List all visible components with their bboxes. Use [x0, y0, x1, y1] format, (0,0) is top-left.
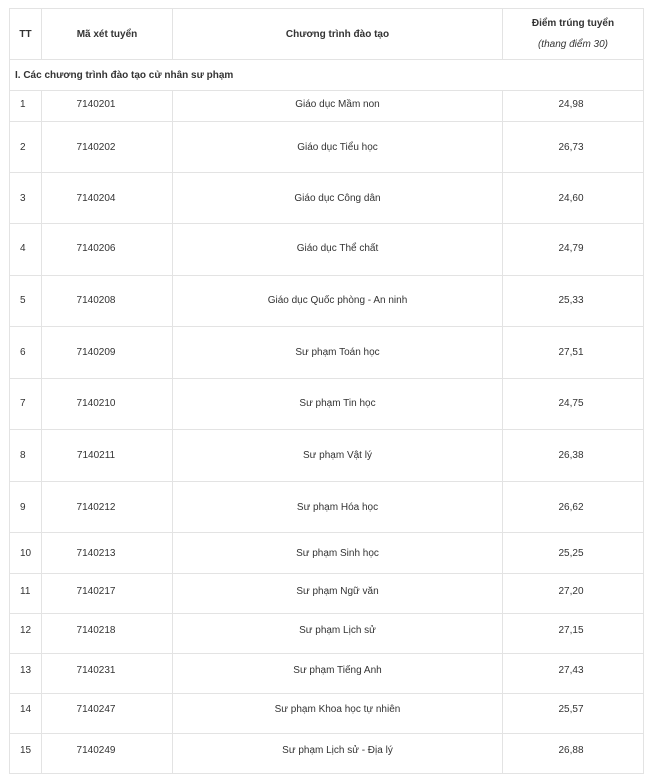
row-tt — [10, 327, 42, 379]
row-code-text: 7140249 — [76, 745, 116, 756]
table-row — [10, 91, 644, 122]
row-program-text: Sư phạm Sinh học — [296, 547, 379, 559]
row-program-text: Sư phạm Hóa học — [296, 501, 379, 513]
row-tt — [10, 694, 42, 734]
row-code-text: 7140206 — [76, 243, 116, 254]
row-program — [173, 173, 503, 224]
row-code — [42, 173, 173, 224]
row-tt — [10, 173, 42, 224]
row-score-text: 24,75 — [558, 397, 584, 409]
row-tt — [10, 654, 42, 694]
table-row — [10, 654, 644, 694]
row-score-text: 26,73 — [558, 141, 584, 153]
row-code-text: 7140217 — [76, 586, 116, 597]
row-score-text: 27,15 — [558, 625, 584, 636]
row-code — [42, 91, 173, 122]
row-program — [173, 122, 503, 173]
table-header-row — [10, 9, 644, 60]
row-code — [42, 654, 173, 694]
header-code: Mã xét tuyển — [42, 9, 173, 60]
row-program — [173, 482, 503, 533]
row-program — [173, 379, 503, 430]
row-code — [42, 533, 173, 574]
row-tt-text: 6 — [20, 347, 26, 358]
table-row — [10, 694, 644, 734]
row-code-text: 7140209 — [76, 347, 116, 358]
row-program-text: Giáo dục Thể chất — [296, 243, 379, 254]
row-code-text: 7140218 — [76, 625, 116, 636]
row-score-text: 27,20 — [558, 586, 584, 597]
row-score — [503, 327, 644, 379]
section-title: I. Các chương trình đào tạo cử nhân sư phạm — [10, 60, 644, 91]
row-program-text: Giáo dục Quốc phòng - An ninh — [267, 294, 408, 306]
row-score — [503, 173, 644, 224]
row-program-text: Sư phạm Vật lý — [303, 450, 372, 461]
row-code-text: 7140247 — [76, 704, 116, 715]
table-row — [10, 533, 644, 574]
table-row — [10, 614, 644, 654]
row-tt-text: 4 — [20, 243, 26, 254]
table-row — [10, 224, 644, 276]
row-tt — [10, 614, 42, 654]
row-score-text: 24,79 — [558, 243, 584, 254]
table-row — [10, 122, 644, 173]
row-score-text: 24,60 — [558, 192, 584, 204]
row-program — [173, 734, 503, 774]
row-score-text: 26,62 — [558, 501, 584, 513]
row-code-text: 7140201 — [76, 98, 116, 110]
row-program-text: Sư phạm Toán học — [295, 347, 380, 358]
row-program — [173, 574, 503, 614]
row-code — [42, 430, 173, 482]
row-tt-text: 1 — [20, 98, 26, 110]
row-score — [503, 224, 644, 276]
row-program-text: Sư phạm Tin học — [299, 397, 376, 409]
row-tt — [10, 122, 42, 173]
admission-scores-table-wrapper — [9, 8, 643, 774]
row-code — [42, 734, 173, 774]
row-program-text: Sư phạm Lịch sử - Địa lý — [282, 745, 393, 756]
row-tt — [10, 734, 42, 774]
row-program-text: Sư phạm Tiếng Anh — [293, 665, 382, 676]
row-code-text: 7140204 — [76, 192, 116, 204]
row-tt — [10, 430, 42, 482]
row-score — [503, 430, 644, 482]
row-tt-text: 12 — [20, 625, 32, 636]
row-program — [173, 533, 503, 574]
row-tt-text: 3 — [20, 192, 26, 204]
row-program-text: Sư phạm Lịch sử — [299, 625, 376, 636]
row-tt-text: 14 — [20, 704, 32, 715]
row-score-text: 27,51 — [558, 347, 584, 358]
row-score — [503, 482, 644, 533]
row-program — [173, 694, 503, 734]
row-tt — [10, 379, 42, 430]
row-tt-text: 8 — [20, 450, 26, 461]
row-score — [503, 122, 644, 173]
row-program — [173, 654, 503, 694]
row-score-text: 26,88 — [558, 745, 584, 756]
row-code — [42, 276, 173, 327]
row-score — [503, 276, 644, 327]
table-row — [10, 327, 644, 379]
row-score — [503, 734, 644, 774]
row-program-text: Sư phạm Khoa học tự nhiên — [274, 704, 401, 715]
header-score-title: Điểm trúng tuyển — [531, 18, 615, 29]
header-score — [503, 9, 644, 60]
row-tt-text: 10 — [20, 547, 32, 559]
row-tt — [10, 482, 42, 533]
row-program-text: Giáo dục Công dân — [294, 192, 381, 204]
row-tt-text: 13 — [20, 665, 32, 676]
row-score-text: 24,98 — [558, 98, 584, 110]
row-tt-text: 5 — [20, 294, 26, 306]
row-score — [503, 379, 644, 430]
row-code-text: 7140212 — [76, 501, 116, 513]
row-tt — [10, 224, 42, 276]
row-code-text: 7140202 — [76, 141, 116, 153]
row-tt-text: 7 — [20, 397, 26, 409]
row-program-text: Giáo dục Tiểu học — [297, 141, 378, 153]
row-code-text: 7140208 — [76, 294, 116, 306]
header-tt: TT — [10, 9, 42, 60]
row-code — [42, 224, 173, 276]
table-row — [10, 379, 644, 430]
row-program — [173, 276, 503, 327]
row-code-text: 7140231 — [76, 665, 116, 676]
table-row — [10, 276, 644, 327]
row-score — [503, 654, 644, 694]
table-row — [10, 574, 644, 614]
row-score — [503, 533, 644, 574]
row-program — [173, 614, 503, 654]
row-code — [42, 482, 173, 533]
row-score — [503, 574, 644, 614]
table-row — [10, 482, 644, 533]
row-program-text: Sư phạm Ngữ văn — [296, 586, 379, 597]
table-row — [10, 173, 644, 224]
row-code — [42, 327, 173, 379]
row-tt — [10, 574, 42, 614]
row-code-text: 7140211 — [76, 450, 116, 461]
row-tt — [10, 276, 42, 327]
section-row — [10, 60, 644, 91]
header-score-scale: (thang điểm 30) — [537, 39, 609, 50]
row-program — [173, 327, 503, 379]
row-score — [503, 614, 644, 654]
row-tt — [10, 91, 42, 122]
row-tt-text: 15 — [20, 745, 32, 756]
row-score-text: 25,57 — [558, 704, 584, 715]
row-tt-text: 9 — [20, 501, 26, 513]
row-code-text: 7140213 — [76, 547, 116, 559]
table-row — [10, 734, 644, 774]
row-code — [42, 379, 173, 430]
row-code — [42, 574, 173, 614]
row-tt — [10, 533, 42, 574]
row-score-text: 25,25 — [558, 547, 584, 559]
header-program: Chương trình đào tạo — [173, 9, 503, 60]
row-tt-text: 2 — [20, 141, 26, 153]
row-score-text: 26,38 — [558, 450, 584, 461]
table-row — [10, 430, 644, 482]
row-program — [173, 91, 503, 122]
row-code — [42, 694, 173, 734]
row-score-text: 25,33 — [558, 294, 584, 306]
row-code — [42, 614, 173, 654]
admission-scores-table — [9, 8, 644, 774]
row-score — [503, 694, 644, 734]
row-score-text: 27,43 — [558, 665, 584, 676]
row-program — [173, 430, 503, 482]
row-code — [42, 122, 173, 173]
row-program — [173, 224, 503, 276]
row-program-text: Giáo dục Mầm non — [295, 98, 380, 110]
row-score — [503, 91, 644, 122]
row-tt-text: 11 — [20, 586, 31, 597]
row-code-text: 7140210 — [76, 397, 116, 409]
